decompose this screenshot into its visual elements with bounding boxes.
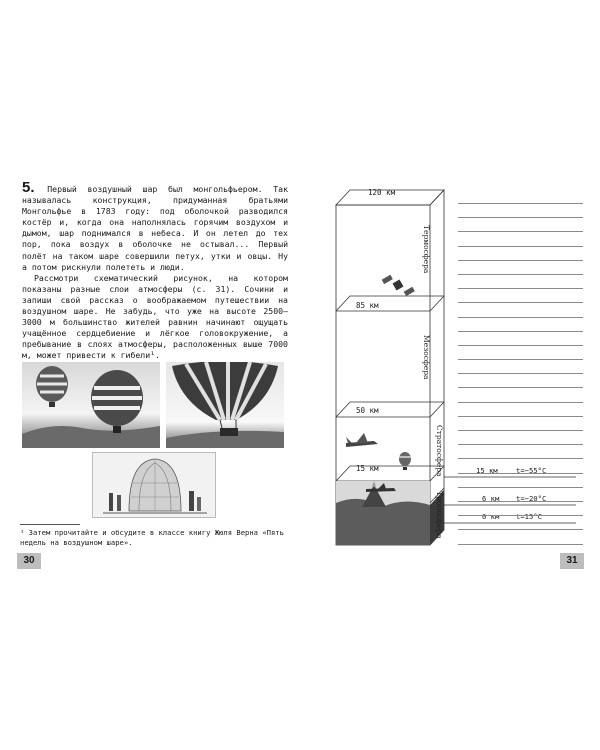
temp-altitude-0: 0 км [482,512,500,521]
writing-line [458,302,583,303]
writing-line [458,402,583,403]
altitude-label-85: 85 км [356,301,379,310]
temp-value-0: t=15°C [516,512,542,521]
writing-line [458,331,583,332]
writing-line [458,515,583,516]
writing-line [458,473,583,474]
satellite-icon [382,275,415,296]
photo-row [22,362,284,448]
altitude-label-120: 120 км [368,188,396,197]
writing-line [458,246,583,247]
jet-icon [346,433,378,447]
writing-line [458,345,583,346]
balloon-icon [399,452,411,470]
task-text [22,179,288,362]
layer-label-mesosphere: Мезосфера [422,335,431,380]
writing-line [458,274,583,275]
paragraph-1-text: Первый воздушный шар был монгольфьером. Так называлась конструкция, придуманная братьями Монгольфье в 1783 году: под оболочкой разводился костёр и, когда она наполнялась горячим воздухом и дымом, шар поднимался в небеса. И он летел до тех пор, пока воздух в оболочке не остывал... Первый полёт на таком шаре совершили петух, утки и овцы. Ну а потом рискнули полететь и люди. [22,184,288,272]
writing-line [458,359,583,360]
montgolfier-engraving [92,452,216,518]
task-number: 5. [22,179,35,196]
temp-value-6: t=−20°C [516,494,547,503]
task-paragraph-1 [22,179,288,273]
balloons-photo [22,362,160,448]
altitude-label-50: 50 км [356,406,379,415]
layer-label-troposphere: Тропосфера [435,491,444,539]
writing-line [458,260,583,261]
writing-line [458,317,583,318]
temp-altitude-15: 15 км [476,466,498,475]
writing-line [458,373,583,374]
writing-line [458,217,583,218]
writing-line [458,203,583,204]
writing-line [458,487,583,488]
writing-line [458,231,583,232]
layer-label-thermosphere: Термосфера [422,225,431,274]
footnote-rule [20,524,80,525]
page-number-left: 30 [17,553,41,569]
writing-line [458,430,583,431]
writing-line [458,387,583,388]
left-page [10,170,290,570]
writing-line [458,458,583,459]
page-number-right: 31 [560,553,584,569]
footnote: ¹ Затем прочитайте и обсудите в классе книгу Жюля Верна «Пять недель на воздушном шаре». [20,528,284,547]
writing-line [458,501,583,502]
writing-line [458,416,583,417]
temp-altitude-6: 6 км [482,494,500,503]
layer-label-stratosphere: Стратосфера [435,425,444,477]
writing-line [458,544,583,545]
temp-value-15: t=−55°C [516,466,547,475]
task-paragraph-2: Рассмотри схематический рисунок, на котором показаны разные слои атмосферы (с. 31). Сочини и запиши свой рассказ о воображаемом путешествии на воздушном шаре. Не забудь, что уже на высоте 2500–3000 м большинство жителей равнин начинают ощущать учащённое сердцебиение и лёгкое головокружение, а пребывание в слоях атмосферы, расположенных выше 7000 м, может привести к гибели¹. [22,272,288,361]
large-balloon-photo [166,362,284,448]
writing-line [458,529,583,530]
writing-line [458,444,583,445]
writing-lines [458,203,583,558]
writing-line [458,288,583,289]
altitude-label-15: 15 км [356,464,379,473]
